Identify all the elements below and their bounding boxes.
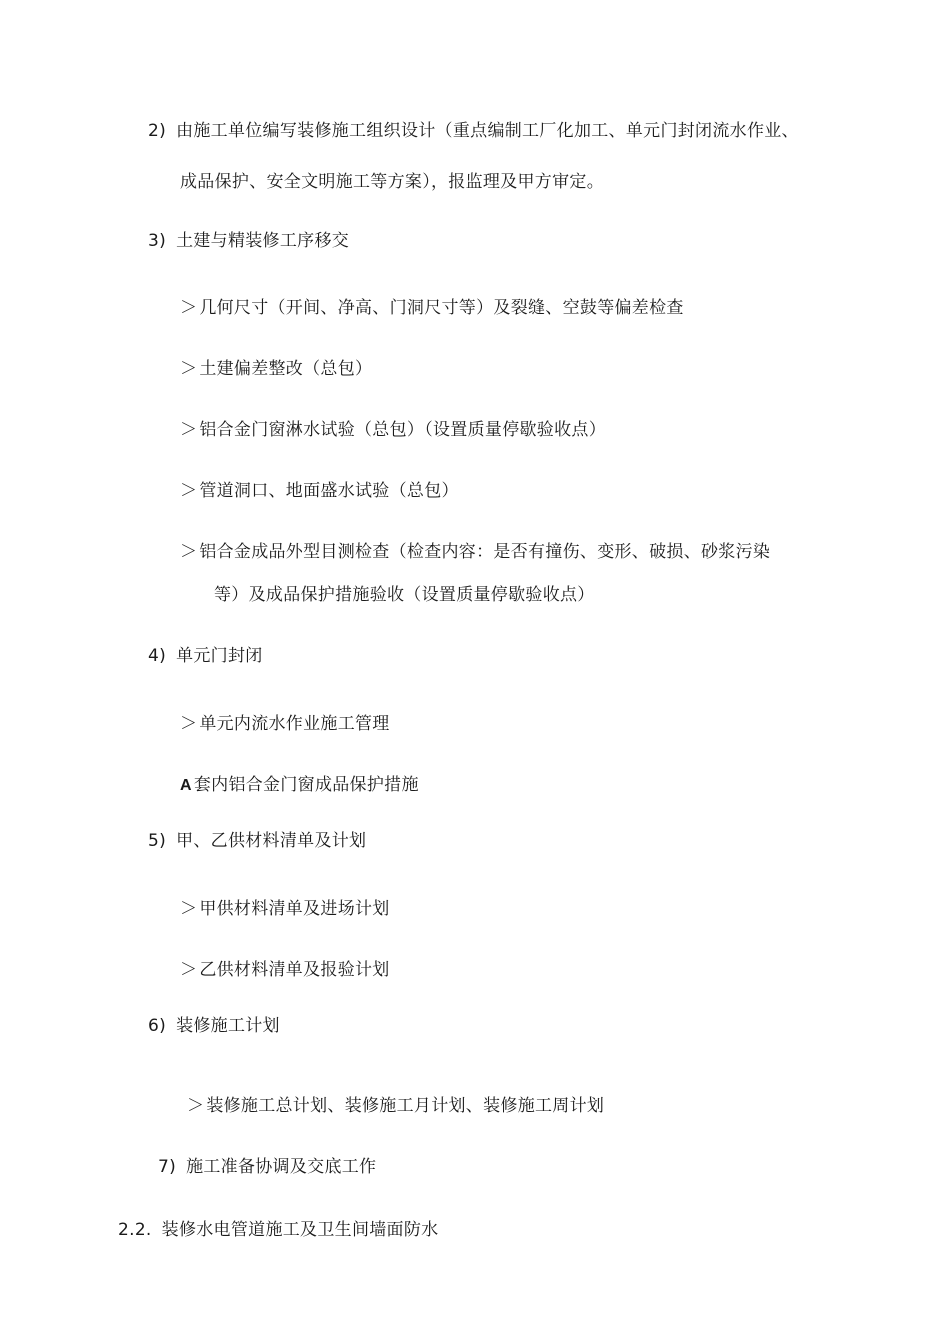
sub-item-text: 几何尺寸（开间、净高、门洞尺寸等）及裂缝、空鼓等偏差检查 bbox=[199, 298, 684, 318]
sub-item-text: 单元内流水作业施工管理 bbox=[199, 714, 390, 734]
item-4 bbox=[148, 645, 263, 667]
item-text: 由施工单位编写装修施工组织设计（重点编制工厂化加工、单元门封闭流水作业、 bbox=[176, 121, 799, 141]
sub-item-text: 铝合金门窗淋水试验（总包）（设置质量停歇验收点） bbox=[199, 420, 607, 440]
sub-item bbox=[180, 419, 606, 441]
item-text: 施工准备协调及交底工作 bbox=[186, 1157, 377, 1177]
sub-item bbox=[180, 358, 372, 380]
arrow-bullet-icon: ＞ bbox=[180, 359, 198, 379]
sub-item bbox=[180, 898, 390, 920]
item-3 bbox=[148, 230, 349, 252]
sub-item-text: 铝合金成品外型目测检查（检查内容：是否有撞伤、变形、破损、砂浆污染 bbox=[199, 542, 771, 562]
item-text: 单元门封闭 bbox=[176, 646, 263, 666]
arrow-bullet-icon: ＞ bbox=[180, 481, 198, 501]
item-text: 装修施工计划 bbox=[176, 1016, 280, 1036]
sub-item bbox=[180, 713, 390, 735]
item-2-continuation: 成品保护、安全文明施工等方案），报监理及甲方审定。 bbox=[180, 172, 604, 192]
item-number: 4) bbox=[148, 646, 167, 666]
item-6 bbox=[148, 1015, 280, 1037]
sub-item-text: 土建偏差整改（总包） bbox=[199, 359, 373, 379]
arrow-bullet-icon: ＞ bbox=[180, 542, 198, 562]
sub-item bbox=[180, 959, 390, 981]
arrow-bullet-icon: ＞ bbox=[180, 298, 198, 318]
item-number: 5) bbox=[148, 831, 167, 851]
sub-item-continuation: 等）及成品保护措施验收（设置质量停歇验收点） bbox=[214, 585, 595, 605]
sub-item-text: 套内铝合金门窗成品保护措施 bbox=[193, 775, 419, 795]
sub-item-text: 装修施工总计划、装修施工月计划、装修施工周计划 bbox=[206, 1096, 605, 1116]
sub-item-text: 管道洞口、地面盛水试验（总包） bbox=[199, 481, 459, 501]
section-number: 2.2. bbox=[118, 1220, 152, 1240]
item-text: 甲、乙供材料清单及计划 bbox=[176, 831, 367, 851]
item-number: 6) bbox=[148, 1016, 167, 1036]
item-number: 3) bbox=[148, 231, 167, 251]
item-2 bbox=[148, 120, 799, 142]
item-7 bbox=[158, 1156, 376, 1178]
item-5 bbox=[148, 830, 366, 852]
sub-item bbox=[187, 1095, 604, 1117]
sub-item bbox=[180, 541, 770, 563]
sub-item-text: 甲供材料清单及进场计划 bbox=[199, 899, 390, 919]
arrow-bullet-icon: ＞ bbox=[180, 899, 198, 919]
arrow-bullet-icon: ＞ bbox=[180, 960, 198, 980]
sub-item-text: 乙供材料清单及报验计划 bbox=[199, 960, 390, 980]
item-text: 土建与精装修工序移交 bbox=[176, 231, 350, 251]
sub-item bbox=[180, 774, 419, 797]
section-heading bbox=[118, 1219, 438, 1241]
item-number: 7) bbox=[158, 1157, 177, 1177]
arrow-bullet-icon: ＞ bbox=[180, 714, 198, 734]
section-title: 装修水电管道施工及卫生间墙面防水 bbox=[161, 1220, 439, 1240]
arrow-bullet-icon: ＞ bbox=[187, 1096, 205, 1116]
letter-bullet-icon: A bbox=[180, 777, 192, 794]
arrow-bullet-icon: ＞ bbox=[180, 420, 198, 440]
sub-item bbox=[180, 480, 459, 502]
sub-item bbox=[180, 297, 684, 319]
item-number: 2) bbox=[148, 121, 167, 141]
